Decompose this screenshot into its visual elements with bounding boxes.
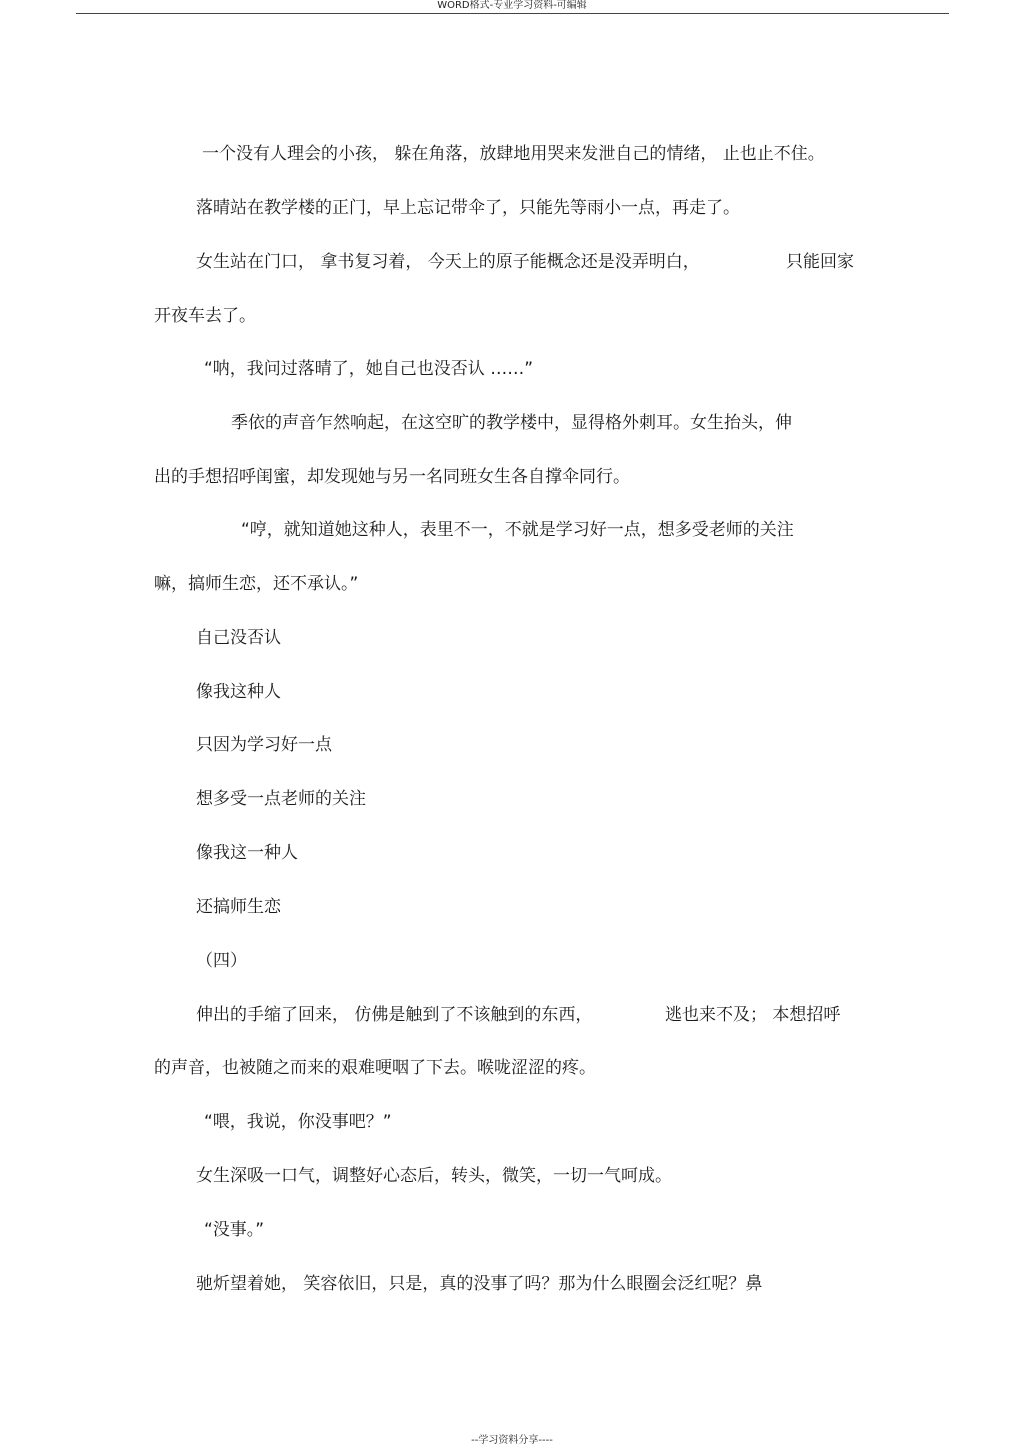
text-line: 女生站在门口， 拿书复习着， 今天上的原子能概念还是没弄明白， (196, 252, 700, 272)
text-line: 落晴站在教学楼的正门，早上忘记带伞了，只能先等雨小一点，再走了。 (196, 198, 740, 218)
text-line: 像我这一种人 (196, 843, 298, 863)
text-line: “呐，我问过落晴了，她自己也没否认 ……” (204, 359, 534, 379)
text-line: “哼，就知道她这种人，表里不一，不就是学习好一点，想多受老师的关注 (241, 520, 794, 540)
text-line: 逃也来不及； 本想招呼 (665, 1005, 841, 1025)
text-line: 驰炘望着她， 笑容依旧，只是，真的没事了吗？那为什么眼圈会泛红呢？鼻 (196, 1274, 763, 1294)
text-line: 女生深吸一口气，调整好心态后，转头，微笑，一切一气呵成。 (196, 1166, 672, 1186)
text-line: 出的手想招呼闺蜜，却发现她与另一名同班女生各自撑伞同行。 (154, 467, 630, 487)
text-line: 嘛，搞师生恋，还不承认。” (154, 574, 359, 594)
text-line: 一个没有人理会的小孩， 躲在角落，放肆地用哭来发泄自己的情绪， 止也止不住。 (202, 144, 825, 164)
section-heading: （四） (196, 951, 247, 971)
text-line: 还搞师生恋 (196, 897, 281, 917)
text-line: 只能回家 (786, 252, 854, 272)
text-line: 只因为学习好一点 (196, 735, 332, 755)
page-footer: --学习资料分享---- (471, 1435, 553, 1446)
text-line: “没事。” (204, 1220, 265, 1240)
text-line: 的声音，也被随之而来的艰难哽咽了下去。喉咙涩涩的疼。 (154, 1058, 596, 1078)
header-divider (76, 13, 949, 14)
text-line: 自己没否认 (196, 628, 281, 648)
text-line: “喂，我说，你没事吧？” (204, 1112, 392, 1132)
text-line: 想多受一点老师的关注 (196, 789, 366, 809)
text-line: 开夜车去了。 (154, 306, 256, 326)
text-line: 像我这种人 (196, 682, 281, 702)
text-line: 季依的声音乍然响起，在这空旷的教学楼中，显得格外刺耳。女生抬头，伸 (231, 413, 792, 433)
text-line: 伸出的手缩了回来， 仿佛是触到了不该触到的东西， (196, 1005, 593, 1025)
page-header: WORD格式-专业学习资料-可编辑 (437, 0, 587, 11)
